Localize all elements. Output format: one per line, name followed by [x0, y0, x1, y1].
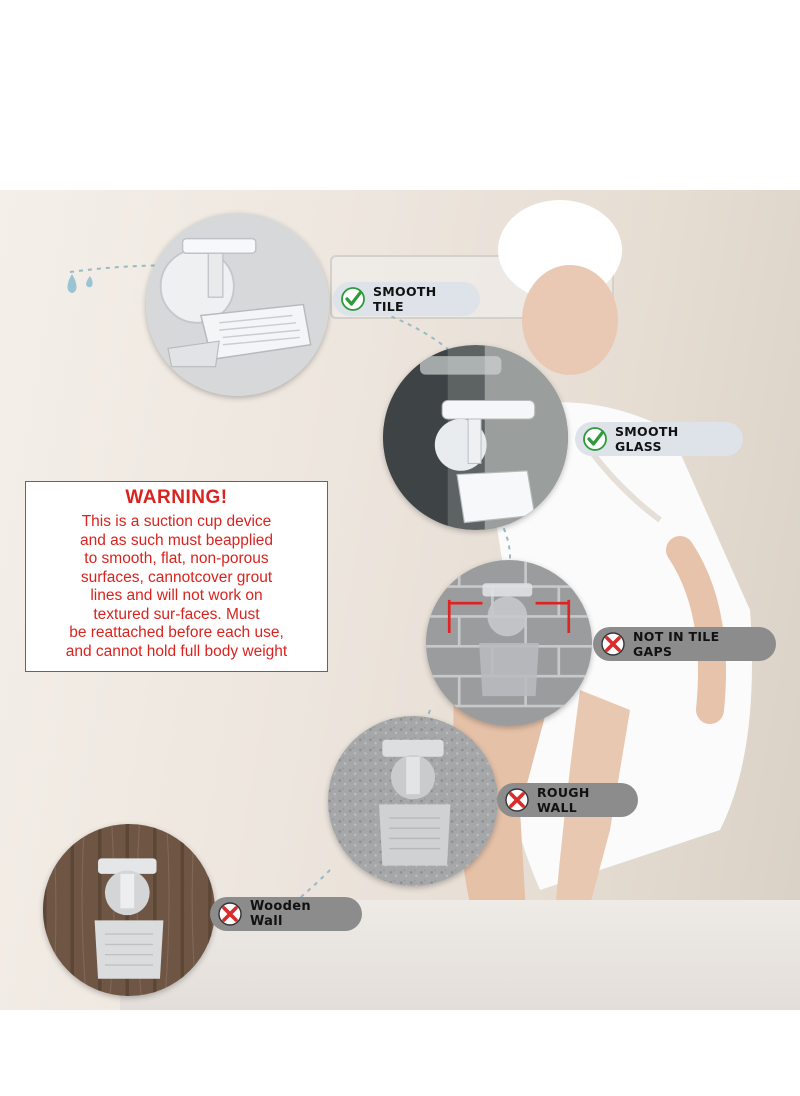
cross-icon [503, 786, 531, 814]
surface-label: Wooden Wall [250, 899, 311, 929]
wooden-wall-photo [43, 824, 215, 996]
smooth-tile-photo [146, 213, 329, 396]
smooth-tile-label [333, 282, 480, 316]
wooden-wall-label [210, 897, 362, 931]
warning-body: This is a suction cup device and as such must beapplied to smooth, flat, non-porous surfaces, cannotcover grout lines and will not work on textured sur-faces. Must be reattached before each use, and cannot hold full body weight [65, 513, 288, 660]
rough-wall-label [497, 783, 638, 817]
smooth-glass-photo [383, 345, 568, 530]
cross-icon [216, 900, 244, 928]
tile-gaps-photo [426, 560, 592, 726]
tile-gaps-label [593, 627, 776, 661]
check-icon [581, 425, 609, 453]
cross-icon [599, 630, 627, 658]
warning-box [25, 481, 328, 672]
surface-label: ROUGH WALL [537, 785, 590, 815]
water-drop-icon [64, 270, 104, 300]
surface-label: NOT IN TILE GAPS [633, 629, 720, 659]
surface-label: SMOOTH GLASS [615, 424, 679, 454]
smooth-glass-label [575, 422, 743, 456]
rough-wall-photo [328, 716, 498, 886]
surface-label: SMOOTH TILE [373, 284, 437, 314]
warning-title: WARNING! [125, 487, 228, 508]
check-icon [339, 285, 367, 313]
